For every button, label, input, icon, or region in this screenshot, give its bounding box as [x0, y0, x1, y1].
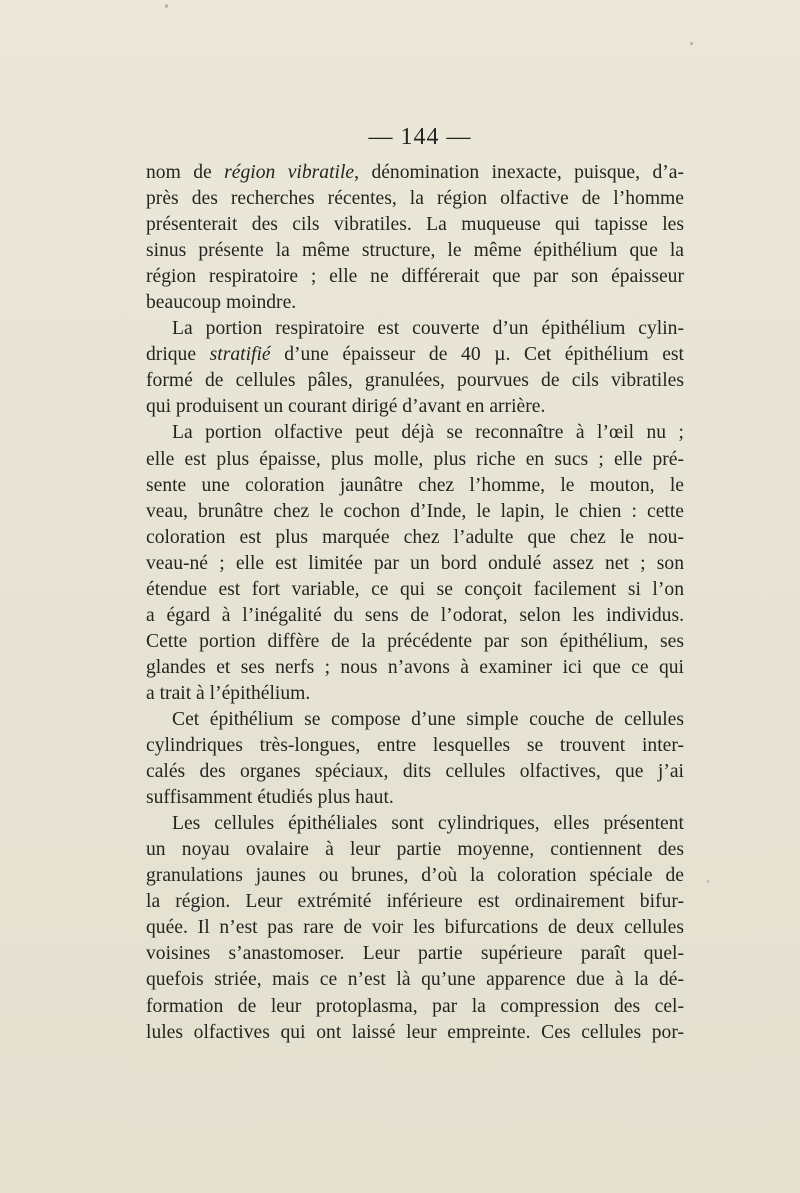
text-line [146, 316, 684, 342]
text-run: un noyau ovalaire à leur partie moyenne, contiennent des [146, 839, 684, 861]
text-run: Les cellules épithéliales sont cylindriques, elles présentent [172, 813, 684, 835]
text-run: Cet épithélium se compose d’une simple couche de cellules [172, 708, 684, 730]
text-line [146, 238, 684, 264]
text-line [146, 290, 684, 316]
text-line [146, 655, 684, 681]
text-run: quée. Il n’est pas rare de voir les bifurcations de deux cellules [146, 917, 684, 939]
text-line [146, 811, 684, 837]
body-text [146, 160, 684, 1046]
page-number: — 144 — [368, 124, 472, 150]
text-run: Cette portion diffère de la précédente par son épithélium, ses [146, 630, 684, 652]
text-run: coloration est plus marquée chez l’adulte que chez le nou- [146, 526, 684, 548]
text-line [146, 967, 684, 993]
text-line [146, 499, 684, 525]
text-run: calés des organes spéciaux, dits cellules olfactives, que j’ai [146, 761, 684, 783]
italic-term: stratifié [209, 344, 271, 366]
text-line [146, 863, 684, 889]
text-run: cylindriques très-longues, entre lesquelles se trouvent inter- [146, 735, 684, 757]
text-line [146, 785, 684, 811]
text-run: glandes et ses nerfs ; nous n’avons à examiner ici que ce qui [146, 656, 684, 678]
text-line [146, 212, 684, 238]
text-line [146, 733, 684, 759]
text-run: nom de [146, 162, 225, 183]
paper-speck [707, 880, 709, 883]
text-line [146, 837, 684, 863]
text-run: a trait à l’épithélium. [146, 682, 311, 704]
text-line [146, 420, 684, 446]
text-line [146, 629, 684, 655]
text-line [146, 473, 684, 499]
text-run: , dénomination inexacte, puisque, d’a- [354, 162, 684, 183]
text-run: la région. Leur extrémité inférieure est ordinairement bifur- [146, 891, 684, 913]
paper-speck [690, 42, 693, 45]
text-line [146, 264, 684, 290]
text-run: suffisamment étudiés plus haut. [146, 787, 394, 809]
text-run: veau-né ; elle est limitée par un bord ondulé assez net ; son [146, 552, 684, 574]
text-run: qui produisent un courant dirigé d’avant en arrière. [146, 396, 546, 418]
text-line [146, 160, 684, 186]
text-run: elle est plus épaisse, plus molle, plus riche en sucs ; elle pré- [146, 448, 684, 470]
text-line [146, 368, 684, 394]
text-line [146, 551, 684, 577]
text-line [146, 447, 684, 473]
text-run: La portion olfactive peut déjà se reconnaître à l’œil nu ; [172, 422, 684, 444]
text-line [146, 394, 684, 420]
text-run: d’une épaisseur de 40 µ. Cet épithélium est [270, 344, 684, 366]
text-run: a égard à l’inégalité du sens de l’odorat, selon les individus. [146, 604, 684, 626]
text-line [146, 525, 684, 551]
text-line [146, 707, 684, 733]
text-run: étendue est fort variable, ce qui se conçoit facilement si l’on [146, 578, 684, 600]
text-run: sinus présente la même structure, le même épithélium que la [146, 240, 684, 262]
text-line [146, 1020, 684, 1046]
text-run: La portion respiratoire est couverte d’un épithélium cylin- [172, 318, 684, 340]
text-line [146, 915, 684, 941]
text-run: quefois striée, mais ce n’est là qu’une apparence due à la dé- [146, 969, 684, 991]
text-line [146, 994, 684, 1020]
text-run: veau, brunâtre chez le cochon d’Inde, le lapin, le chien : cette [146, 500, 684, 522]
text-run: présenterait des cils vibratiles. La muqueuse qui tapisse les [146, 214, 684, 236]
text-line [146, 342, 684, 368]
text-run: drique [146, 344, 210, 366]
text-run: formation de leur protoplasma, par la compression des cel- [146, 995, 684, 1017]
text-line [146, 603, 684, 629]
text-run: formé de cellules pâles, granulées, pourvues de cils vibratiles [146, 370, 684, 392]
text-run: voisines s’anastomoser. Leur partie supérieure paraît quel- [146, 943, 684, 965]
text-line [146, 577, 684, 603]
italic-term: région vibratile [224, 162, 355, 183]
text-run: sente une coloration jaunâtre chez l’homme, le mouton, le [146, 474, 684, 496]
text-run: région respiratoire ; elle ne différerait que par son épaisseur [146, 266, 684, 288]
text-run: près des recherches récentes, la région olfactive de l’homme [146, 188, 684, 210]
text-line [146, 941, 684, 967]
text-run: beaucoup moindre. [146, 292, 297, 314]
text-run: lules olfactives qui ont laissé leur empreinte. Ces cellules por- [146, 1021, 684, 1043]
paper-speck [165, 4, 168, 8]
text-line [146, 186, 684, 212]
text-line [146, 681, 684, 707]
text-line [146, 889, 684, 915]
text-line [146, 759, 684, 785]
text-run: granulations jaunes ou brunes, d’où la coloration spéciale de [146, 865, 684, 887]
